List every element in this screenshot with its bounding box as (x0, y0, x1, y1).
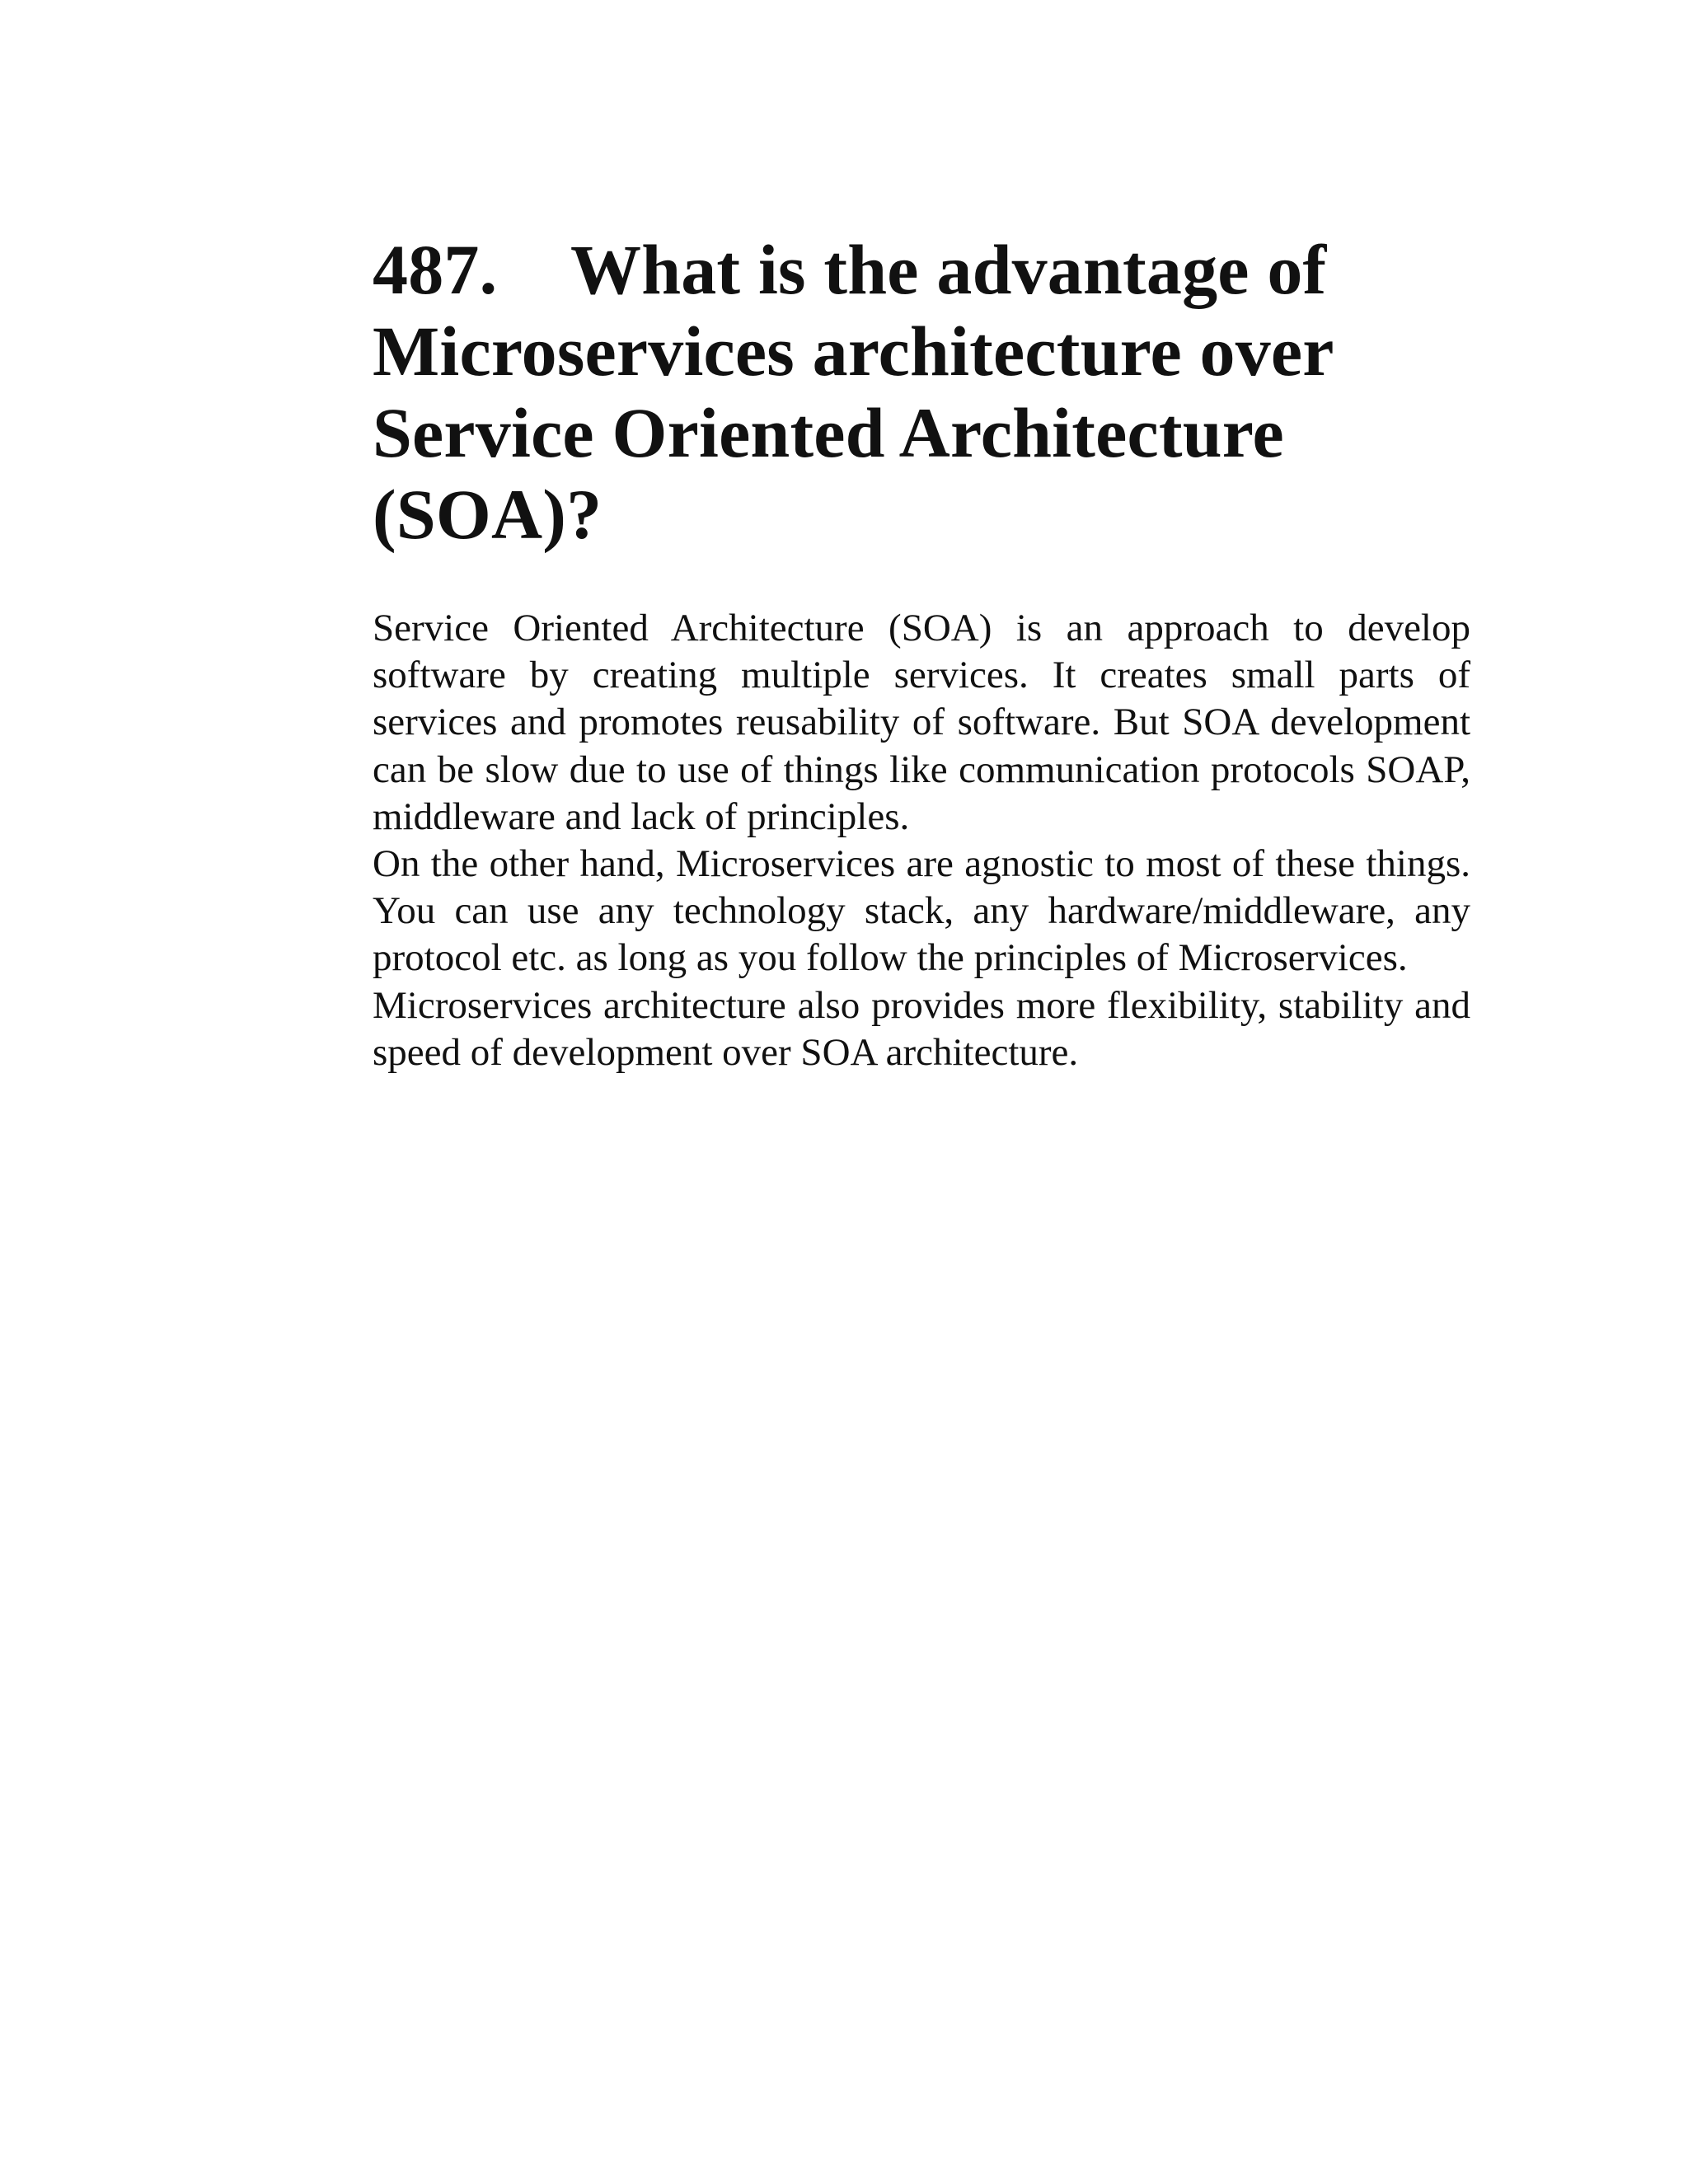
answer-paragraph: On the other hand, Microservices are agnostic to most of these things. You can use any technology stack, any hardware/middleware, any protocol etc. as long as you follow the principles of Microservices. (373, 842, 1470, 980)
question-heading (373, 229, 1470, 555)
answer-paragraph: Microservices architecture also provides more flexibility, stability and speed of development over SOA architecture. (373, 983, 1470, 1074)
question-number: 487. (373, 230, 498, 309)
answer-paragraph: Service Oriented Architecture (SOA) is an approach to develop software by creating multiple services. It creates small parts of services and promotes reusability of software. But SOA development can be slow due to use of things like communication protocols SOAP, middleware and lack of principles. (373, 607, 1470, 838)
page-content (373, 229, 1470, 1076)
question-title: What is the advantage of Microservices architecture over Service Oriented Architecture (SOA)? (373, 230, 1334, 554)
answer-body (373, 605, 1470, 1076)
